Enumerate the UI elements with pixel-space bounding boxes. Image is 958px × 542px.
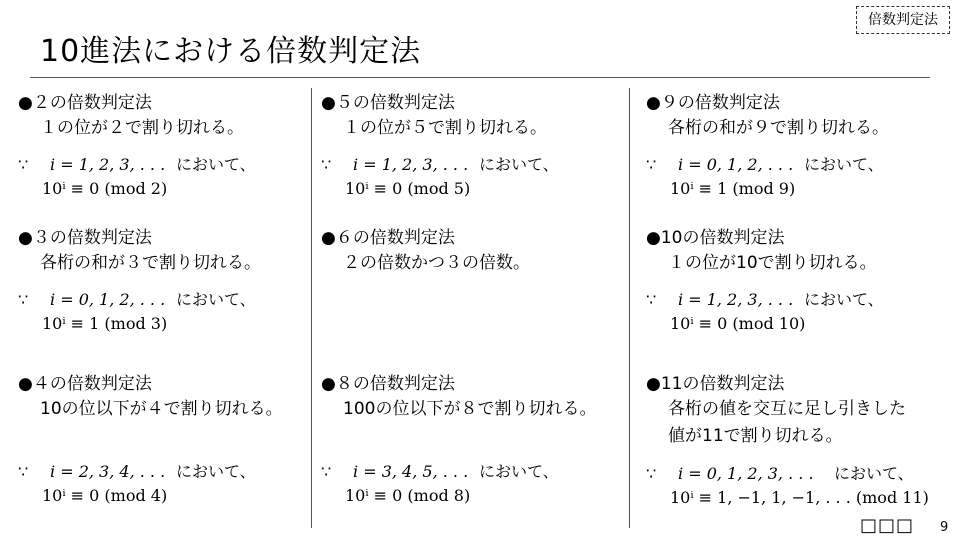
rule-description-line: ２の倍数かつ３の倍数。 [343, 253, 530, 273]
rule-card-5 [321, 91, 621, 201]
rule-heading: ●８の倍数判定法 [321, 374, 455, 394]
rule-description [321, 250, 621, 277]
rule-description-line: 各桁の和が９で割り切れる。 [668, 118, 889, 138]
proof-condition [646, 462, 946, 486]
because-symbol: ∵ [18, 290, 29, 309]
condition-suffix: において、 [804, 290, 884, 309]
rule-description [18, 396, 318, 423]
rule-description-line: １の位が10で割り切れる。 [668, 253, 877, 273]
rule-description-line: 100の位以下が８で割り切れる。 [343, 399, 597, 419]
title-divider [30, 77, 930, 78]
rule-heading: ●９の倍数判定法 [646, 93, 780, 113]
rule-description-line: 10の位以下が４で割り切れる。 [40, 399, 283, 419]
proof-condition [18, 288, 318, 312]
index-range: i = 1, 2, 3, . . . [353, 155, 469, 174]
index-range: i = 0, 1, 2, . . . [678, 155, 794, 174]
because-symbol: ∵ [321, 155, 332, 174]
rule-heading: ●６の倍数判定法 [321, 228, 455, 248]
rule-heading: ●２の倍数判定法 [18, 93, 152, 113]
rule-heading: ●４の倍数判定法 [18, 374, 152, 394]
rule-description-line: 各桁の和が３で割り切れる。 [40, 253, 261, 273]
rule-description [18, 250, 318, 277]
condition-suffix: において、 [176, 290, 256, 309]
rule-card-10 [646, 226, 946, 336]
slide-title: 10進法における倍数判定法 [40, 34, 422, 69]
congruence: 10ⁱ ≡ 0 (mod 8) [345, 486, 471, 505]
rule-card-3 [18, 226, 318, 336]
rule-heading: ●３の倍数判定法 [18, 228, 152, 248]
page-number: 9 [940, 520, 949, 535]
rule-card-8 [321, 372, 621, 508]
rule-description [646, 115, 946, 142]
placeholder-boxes: □□□ [860, 515, 915, 536]
rule-card-2 [18, 91, 318, 201]
rule-description [646, 250, 946, 277]
rule-card-6 [321, 226, 621, 277]
rule-card-4 [18, 372, 318, 508]
condition-suffix: において、 [804, 155, 884, 174]
condition-suffix: において、 [176, 462, 256, 481]
rule-heading: ●11の倍数判定法 [646, 374, 785, 394]
congruence: 10ⁱ ≡ 0 (mod 5) [345, 179, 471, 198]
congruence: 10ⁱ ≡ 1 (mod 9) [670, 179, 796, 198]
index-range: i = 0, 1, 2, 3, . . . [678, 464, 814, 483]
congruence: 10ⁱ ≡ 0 (mod 4) [42, 486, 168, 505]
proof-condition [321, 460, 621, 484]
because-symbol: ∵ [646, 290, 657, 309]
index-range: i = 2, 3, 4, . . . [50, 462, 166, 481]
proof-condition [646, 153, 946, 177]
proof-condition [18, 460, 318, 484]
column-divider-2 [629, 88, 630, 528]
section-tag: 倍数判定法 [856, 6, 950, 34]
rule-description-line: １の位が５で割り切れる。 [343, 118, 547, 138]
rule-description [321, 115, 621, 142]
rule-heading: ●10の倍数判定法 [646, 228, 785, 248]
rule-description-line: １の位が２で割り切れる。 [40, 118, 244, 138]
proof-condition [321, 153, 621, 177]
rule-description [646, 396, 946, 450]
index-range: i = 0, 1, 2, . . . [50, 290, 166, 309]
congruence: 10ⁱ ≡ 0 (mod 2) [42, 179, 168, 198]
congruence: 10ⁱ ≡ 1, −1, 1, −1, . . . (mod 11) [670, 488, 929, 507]
proof-condition [18, 153, 318, 177]
congruence: 10ⁱ ≡ 0 (mod 10) [670, 314, 806, 333]
because-symbol: ∵ [321, 462, 332, 481]
because-symbol: ∵ [18, 155, 29, 174]
rule-card-9 [646, 91, 946, 201]
rule-description-line: 各桁の値を交互に足し引きした [668, 399, 906, 419]
condition-suffix: において、 [479, 155, 559, 174]
rule-heading: ●５の倍数判定法 [321, 93, 455, 113]
proof-condition [646, 288, 946, 312]
congruence: 10ⁱ ≡ 1 (mod 3) [42, 314, 168, 333]
because-symbol: ∵ [646, 155, 657, 174]
rule-description [321, 396, 621, 423]
rule-description-line: 値が11で割り切れる。 [668, 426, 843, 446]
condition-suffix: において、 [479, 462, 559, 481]
rule-card-11 [646, 372, 946, 510]
index-range: i = 1, 2, 3, . . . [50, 155, 166, 174]
because-symbol: ∵ [18, 462, 29, 481]
because-symbol: ∵ [646, 464, 657, 483]
rule-description [18, 115, 318, 142]
condition-suffix: において、 [176, 155, 256, 174]
index-range: i = 3, 4, 5, . . . [353, 462, 469, 481]
index-range: i = 1, 2, 3, . . . [678, 290, 794, 309]
condition-suffix: において、 [834, 464, 914, 483]
